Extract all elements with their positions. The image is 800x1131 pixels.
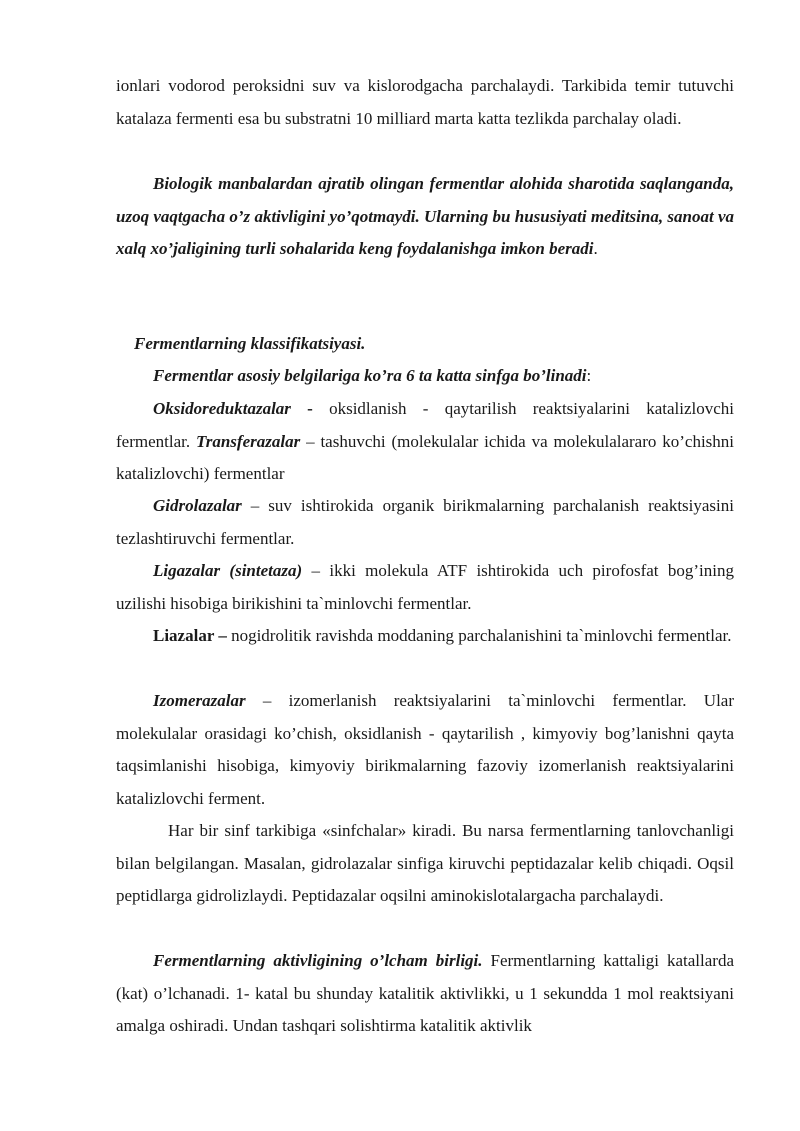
- isomerases-desc: izomerlanish reaktsiyalarini ta`minlovchi fermentlar. Ular molekulalar orasidagi ko’chish, oksidlanish - qaytarilish , kimyoviy bog’lanishni qayta taqsimlanishi hisobiga, kimyoviy birikmalarning fazoviy izomerlanish reaktsiyalarini katalizlovchi ferment.: [116, 691, 735, 808]
- activity-unit-term: Fermentlarning aktivligining o’lcham birligi.: [153, 951, 483, 970]
- transferases-term: Transferazalar: [195, 431, 301, 451]
- paragraph-catalase: [116, 70, 734, 135]
- storage-tail: .: [593, 239, 598, 258]
- paragraph-intro: [153, 360, 734, 393]
- paragraph-lyases: [153, 620, 734, 653]
- ligases-desc: ikki molekula ATF ishtirokida uch pirofosfat bog’ining uzilishi hisobiga birikishini ta`minlovchi fermentlar.: [116, 561, 734, 613]
- paragraph-storage: [116, 168, 734, 266]
- ligases-term: Ligazalar (sintetaza): [153, 561, 303, 580]
- hydrolases-term: Gidrolazalar: [153, 496, 242, 515]
- paragraph-catalase-text: ionlari vodorod peroksidni suv va kislorodgacha parchalaydi. Tarkibida temir tutuvchi katalaza fermenti esa bu substratni 10 milliard marta katta tezlikda parchalay oladi.: [116, 76, 734, 128]
- ligases-sep: –: [302, 561, 330, 580]
- intro-tail: :: [586, 366, 592, 385]
- oxidoreductases-sep: -: [290, 399, 330, 418]
- paragraph-isomerases: [116, 685, 734, 815]
- paragraph-subclasses: [116, 815, 734, 913]
- oxidoreductases-term: Oksidoreduktazalar: [153, 399, 291, 418]
- transferases-sep: –: [300, 431, 321, 451]
- storage-text: Biologik manbalardan ajratib olingan fermentlar alohida sharotida saqlanganda, uzoq vaqtgacha o’z aktivligini yo’qotmaydi. Ularning bu hususiyati meditsina, sanoat va xalq xo’jaligining turli sohalarida keng foydalanishga imkon beradi: [116, 174, 734, 258]
- paragraph-ligases: [116, 555, 734, 620]
- activity-unit-text: Fermentlarning kattaligi katallarda (kat) o’lchanadi. 1- katal bu shunday katalitik aktivlikki, u 1 sekundda 1 mol reaktsiyani amalga oshiradi. Undan tashqari solishtirma katalitik aktivlik: [116, 951, 735, 1035]
- paragraph-activity-unit: [116, 945, 734, 1043]
- lyases-desc: nogidrolitik ravishda moddaning parchalanishini ta`minlovchi fermentlar.: [226, 626, 732, 645]
- transferases-desc: tashuvchi (molekulalar ichida va molekulalararo ko’chishni katalizlovchi) fermentlar: [116, 431, 735, 483]
- subclasses-text: Har bir sinf tarkibiga «sinfchalar» kiradi. Bu narsa fermentlarning tanlovchanligi bilan belgilangan. Masalan, gidrolazalar sinfiga kiruvchi peptidazalar kelib chiqadi. Oqsil peptidlarga gidrolizlaydi. Peptidazalar oqsilni aminokislotalargacha parchalaydi.: [116, 821, 734, 905]
- intro-text: Fermentlar asosiy belgilariga ko’ra 6 ta katta sinfga bo’linadi: [153, 366, 587, 385]
- isomerases-term: Izomerazalar: [153, 691, 246, 710]
- paragraph-hydrolases: [116, 490, 734, 555]
- hydrolases-sep: –: [241, 496, 269, 515]
- hydrolases-desc: suv ishtirokida organik birikmalarning parchalanish reaktsiyasini tezlashtiruvchi fermentlar.: [116, 496, 734, 548]
- isomerases-sep: –: [245, 691, 289, 710]
- section-heading: Fermentlarning klassifikatsiyasi.: [134, 334, 366, 353]
- paragraph-oxidoreductases: [116, 393, 734, 491]
- lyases-term: Liazalar –: [153, 626, 227, 645]
- oxidoreductases-desc: oksidlanish - qaytarilish reaktsiyalarini katalizlovchi fermentlar.: [116, 399, 734, 451]
